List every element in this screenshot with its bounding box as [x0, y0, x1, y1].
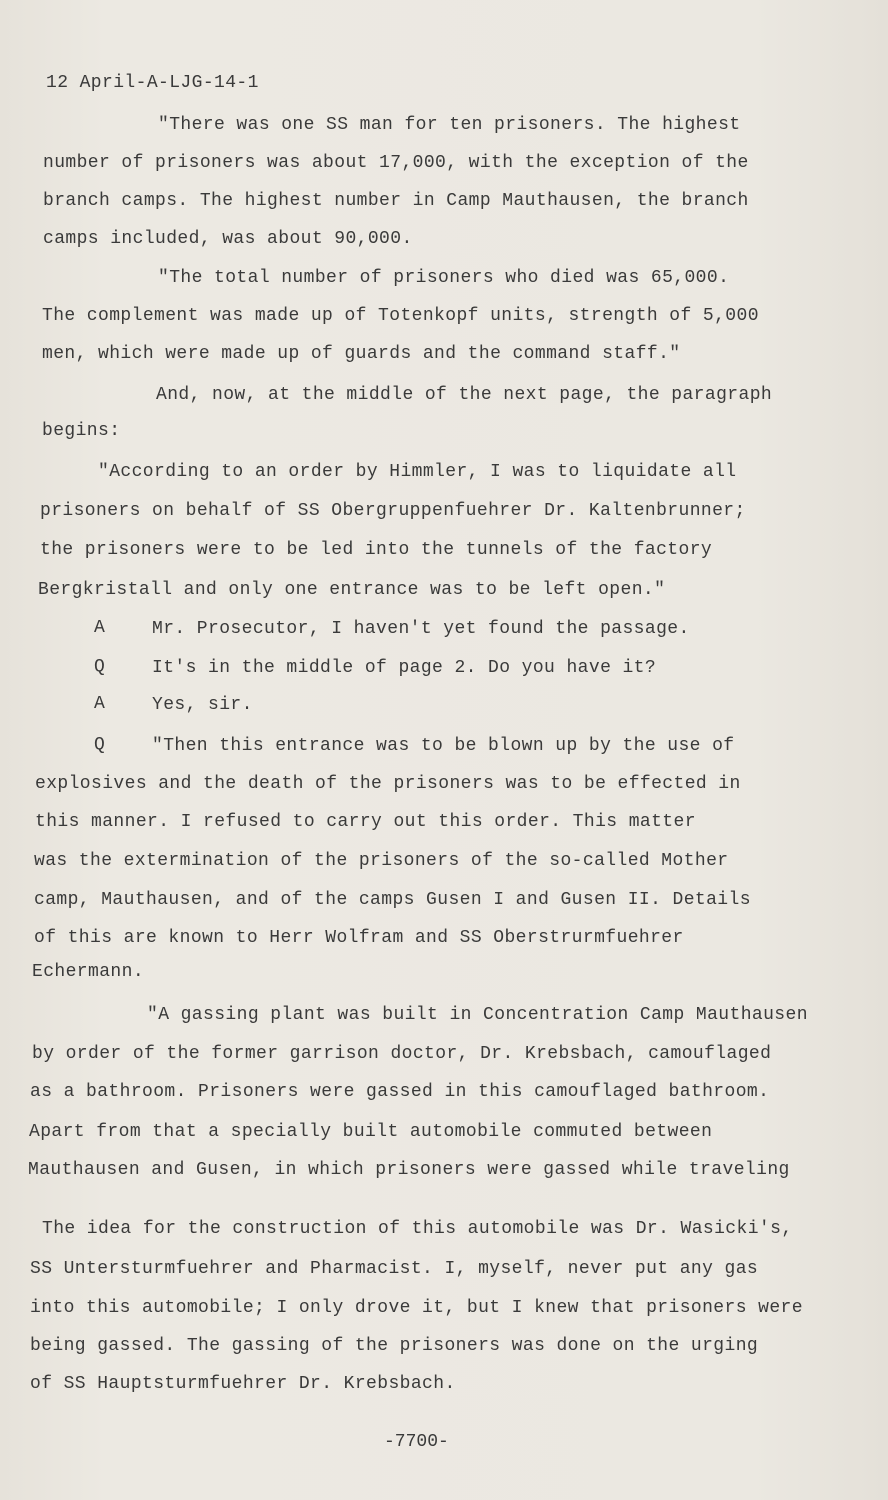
text-line: Mr. Prosecutor, I haven't yet found the passage.: [152, 619, 690, 639]
text-line: Bergkristall and only one entrance was to be left open.": [38, 580, 666, 600]
text-line: SS Untersturmfuehrer and Pharmacist. I, myself, never put any gas: [30, 1259, 759, 1279]
page-reference: 12 April-A-LJG-14-1: [46, 73, 259, 93]
text-line: was the extermination of the prisoners of the so-called Mother: [34, 851, 729, 871]
text-line: camps included, was about 90,000.: [43, 229, 413, 249]
text-line: the prisoners were to be led into the tunnels of the factory: [40, 540, 713, 560]
text-line: And, now, at the middle of the next page, the paragraph: [156, 385, 773, 405]
text-line: men, which were made up of guards and the command staff.": [42, 344, 681, 364]
page-number: -7700-: [384, 1432, 449, 1452]
text-line: Mauthausen and Gusen, in which prisoners were gassed while traveling: [28, 1160, 790, 1180]
text-line: Apart from that a specially built automobile commuted between: [29, 1122, 713, 1142]
text-line: The idea for the construction of this automobile was Dr. Wasicki's,: [42, 1219, 793, 1239]
text-line: being gassed. The gassing of the prisoners was done on the urging: [30, 1336, 759, 1356]
text-line: "According to an order by Himmler, I was to liquidate all: [98, 462, 737, 482]
text-line: The complement was made up of Totenkopf units, strength of 5,000: [42, 306, 759, 326]
text-line: "There was one SS man for ten prisoners. The highest: [158, 115, 741, 135]
text-line: by order of the former garrison doctor, Dr. Krebsbach, camouflaged: [32, 1044, 772, 1064]
text-line: as a bathroom. Prisoners were gassed in this camouflaged bathroom.: [30, 1082, 770, 1102]
speaker-label: A: [94, 694, 105, 714]
text-line: Echermann.: [32, 962, 145, 982]
text-line: of this are known to Herr Wolfram and SS Oberstrurmfuehrer: [34, 928, 684, 948]
text-line: of SS Hauptsturmfuehrer Dr. Krebsbach.: [30, 1374, 456, 1394]
text-line: this manner. I refused to carry out this order. This matter: [35, 812, 696, 832]
speaker-label: Q: [94, 657, 105, 677]
speaker-label: Q: [94, 735, 105, 755]
text-line: "A gassing plant was built in Concentration Camp Mauthausen: [147, 1005, 808, 1025]
text-line: camp, Mauthausen, and of the camps Gusen I and Gusen II. Details: [34, 890, 751, 910]
text-line: "Then this entrance was to be blown up by the use of: [152, 736, 735, 756]
text-line: prisoners on behalf of SS Obergruppenfuehrer Dr. Kaltenbrunner;: [40, 501, 746, 521]
text-line: branch camps. The highest number in Camp Mauthausen, the branch: [43, 191, 749, 211]
text-line: into this automobile; I only drove it, but I knew that prisoners were: [30, 1298, 803, 1318]
text-line: Yes, sir.: [152, 695, 253, 715]
text-line: explosives and the death of the prisoners was to be effected in: [35, 774, 741, 794]
text-line: It's in the middle of page 2. Do you have it?: [152, 658, 657, 678]
text-line: number of prisoners was about 17,000, with the exception of the: [43, 153, 749, 173]
text-line: begins:: [42, 421, 121, 441]
text-line: "The total number of prisoners who died was 65,000.: [158, 268, 730, 288]
speaker-label: A: [94, 618, 105, 638]
